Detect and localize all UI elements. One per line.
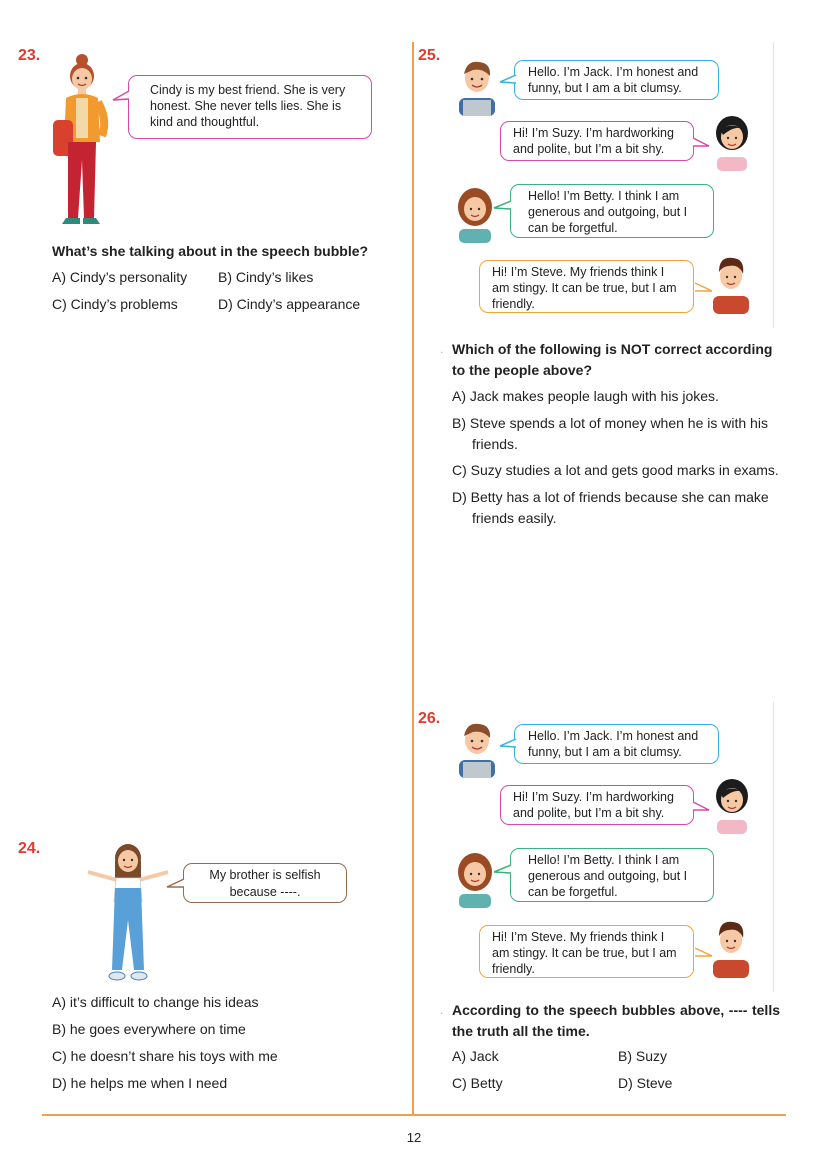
q23-option-d[interactable]: D) Cindy’s appearance [218,296,361,312]
q26-steve-text: Hi! I’m Steve. My friends think I am stingy. It can be true, but I am friendly. [492,930,677,976]
q24-option-c[interactable]: C) he doesn’t share his toys with me [52,1048,278,1064]
q26-suzy-text: Hi! I’m Suzy. I’m hardworking and polite, but I’m a bit shy. [513,790,674,820]
q26-steve-illustration [707,916,755,978]
side-rule-top [773,42,774,328]
q25-jack-bubble [514,60,719,100]
q23-option-c[interactable]: C) Cindy’s problems [52,296,178,312]
q25-suzy-illustration [709,113,755,171]
q25-marker-dot: . [440,342,444,356]
q25-option-a[interactable] [452,386,782,407]
q26-option-d[interactable]: D) Steve [618,1075,673,1091]
q25-option-b-text: B) Steve spends a lot of money when he is with his friends. [452,415,768,452]
page-number: 12 [406,1130,422,1145]
question-26-number: 26. [418,710,441,727]
q26-jack-bubble [514,724,719,764]
q25-steve-illustration [707,252,755,314]
question-26-text: According to the speech bubbles above, ---- tells the truth all the time. [452,1002,780,1039]
q25-steve-text: Hi! I’m Steve. My friends think I am stingy. It can be true, but I am friendly. [492,265,677,311]
girl-speech-line2: because ----. [229,885,301,899]
q26-marker-dot: . [440,1003,444,1017]
q23-option-b[interactable]: B) Cindy’s likes [218,269,314,285]
cindy-girl-illustration [50,50,122,230]
q26-betty-bubble [510,848,714,902]
cindy-speech-bubble [128,75,372,139]
girl-shrugging-illustration [84,842,172,986]
q26-jack-illustration [453,720,501,778]
q25-suzy-bubble [500,121,694,161]
question-23-text: What’s she talking about in the speech bubble? [52,243,369,259]
q26-option-a[interactable]: A) Jack [452,1048,499,1064]
q25-steve-bubble [479,260,694,313]
q25-option-d-text: D) Betty has a lot of friends because she can make friends easily. [452,489,769,526]
q24-option-b[interactable]: B) he goes everywhere on time [52,1021,246,1037]
cindy-speech-text: Cindy is my best friend. She is very honest. She never tells lies. She is kind and thoughtful. [150,83,346,129]
q26-steve-bubble [479,925,694,978]
girl-speech-line1: My brother is selfish [209,868,321,882]
q26-betty-text: Hello! I’m Betty. I think I am generous and outgoing, but I can be forgetful. [528,853,688,899]
q25-option-c-text: C) Suzy studies a lot and gets good marks in exams. [452,462,779,478]
q25-option-a-text: A) Jack makes people laugh with his jokes. [452,388,719,404]
q25-option-d[interactable] [452,487,782,529]
q24-option-d[interactable]: D) he helps me when I need [52,1075,228,1091]
side-rule-bottom [773,702,774,992]
q25-betty-bubble [510,184,714,238]
q25-jack-illustration [453,58,501,116]
q23-option-a[interactable]: A) Cindy’s personality [52,269,188,285]
q25-option-c[interactable] [452,460,782,481]
column-divider [412,42,414,1115]
question-24-number: 24. [18,840,41,857]
question-25-text: Which of the following is NOT correct according to the people above? [452,341,773,378]
question-23-number: 23. [18,47,41,64]
girl-speech-bubble [183,863,347,903]
footer-rule [42,1114,786,1116]
q26-option-c[interactable]: C) Betty [452,1075,503,1091]
question-25-number: 25. [418,47,441,64]
q26-jack-text: Hello. I’m Jack. I’m honest and funny, but I am a bit clumsy. [528,729,699,759]
q24-option-a[interactable]: A) it’s difficult to change his ideas [52,994,259,1010]
q26-suzy-bubble [500,785,694,825]
q25-betty-text: Hello! I’m Betty. I think I am generous and outgoing, but I can be forgetful. [528,189,688,235]
q26-option-b[interactable]: B) Suzy [618,1048,668,1064]
q25-option-b[interactable] [452,413,782,455]
q26-suzy-illustration [709,776,755,834]
q25-suzy-text: Hi! I’m Suzy. I’m hardworking and polite, but I’m a bit shy. [513,126,674,156]
q25-jack-text: Hello. I’m Jack. I’m honest and funny, but I am a bit clumsy. [528,65,699,95]
